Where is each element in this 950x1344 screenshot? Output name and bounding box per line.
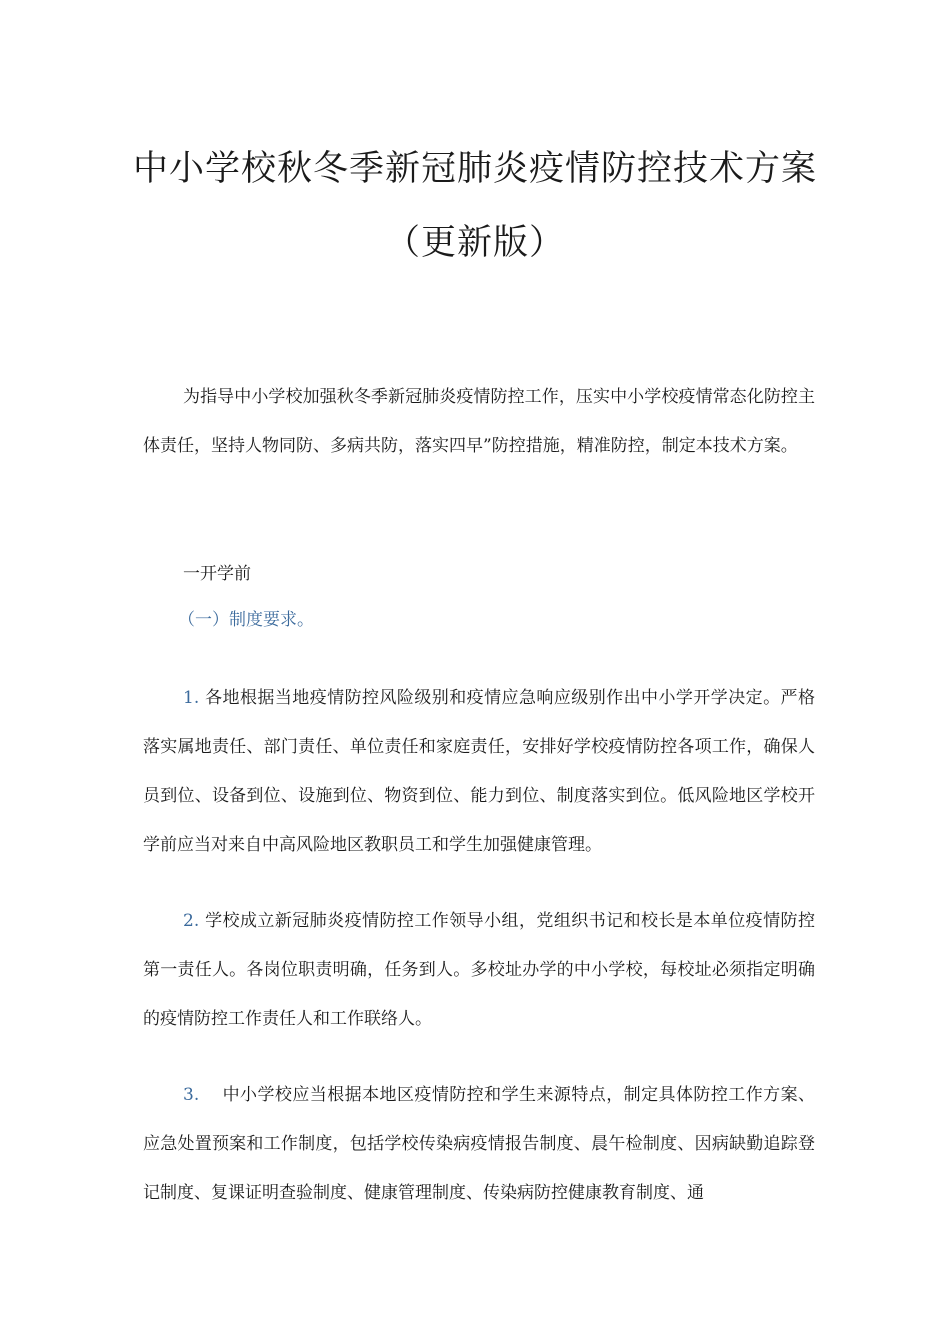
- item-number: 3.: [183, 1085, 200, 1105]
- document-title: 中小学校秋冬季新冠肺炎疫情防控技术方案: [132, 149, 817, 189]
- item-text: 中小学校应当根据本地区疫情防控和学生来源特点，制定具体防控工作方案、应急处置预案和工作制度，包括学校传染病疫情报告制度、晨午检制度、因病缺勤追踪登记制度、复课证明查验制度、健康管理制度、传染病防控健康教育制度、通: [143, 1085, 816, 1203]
- item-number: 2.: [183, 911, 200, 931]
- item-text: 学校成立新冠肺炎疫情防控工作领导小组，党组织书记和校长是本单位疫情防控第一责任人。各岗位职责明确，任务到人。多校址办学的中小学校，每校址必须指定明确的疫情防控工作责任人和工作联络人。: [143, 911, 815, 1029]
- intro-text: 为指导中小学校加强秋冬季新冠肺炎疫情防控工作，压实中小学校疫情常态化防控主体责任，坚持人物同防、多病共防，落实四早”防控措施，精准防控，制定本技术方案。: [143, 387, 815, 456]
- subsection-heading: （一）制度要求。: [178, 610, 314, 630]
- list-item: [143, 897, 815, 1044]
- list-item: [143, 674, 815, 870]
- item-number: 1.: [183, 688, 200, 708]
- section-heading: 一开学前: [183, 564, 251, 584]
- item-text: 各地根据当地疫情防控风险级别和疫情应急响应级别作出中小学开学决定。严格落实属地责任、部门责任、单位责任和家庭责任，安排好学校疫情防控各项工作，确保人员到位、设备到位、设施到位、物资到位、能力到位、制度落实到位。低风险地区学校开学前应当对来自中高风险地区教职员工和学生加强健康管理。: [143, 688, 815, 855]
- list-item: [143, 1071, 815, 1218]
- intro-paragraph: [143, 373, 815, 471]
- document-subtitle: （更新版）: [384, 223, 565, 263]
